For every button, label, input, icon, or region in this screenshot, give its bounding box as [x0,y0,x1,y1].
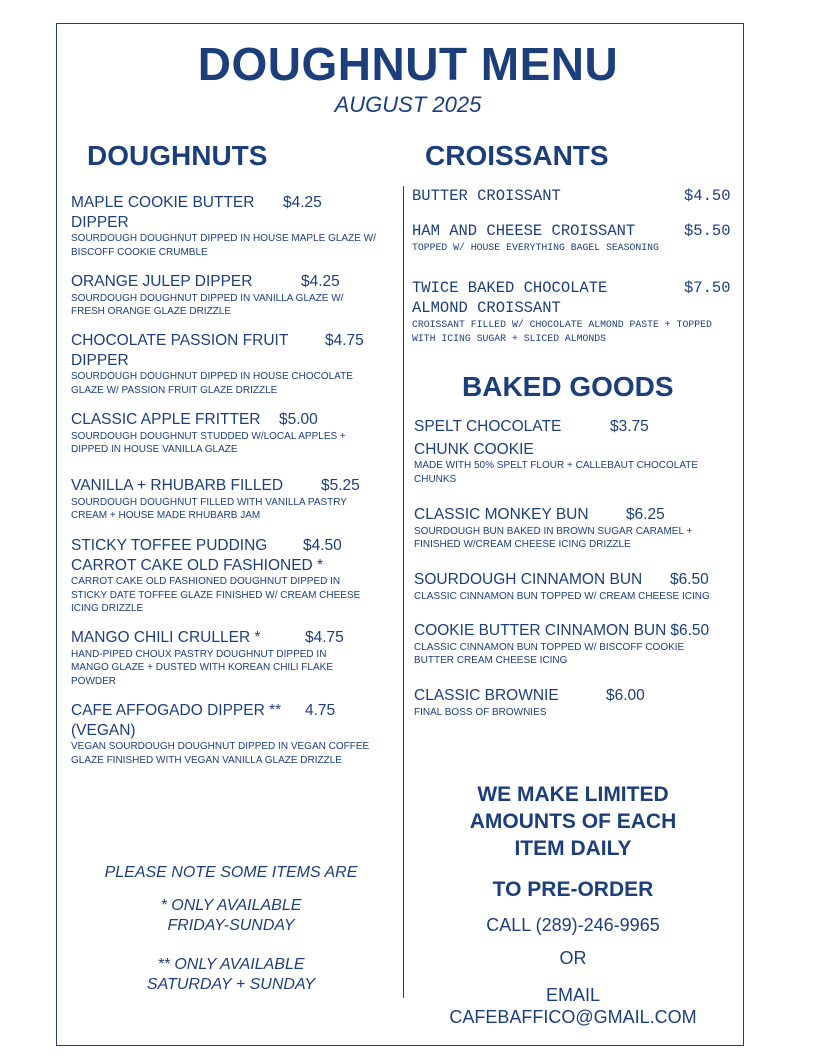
item-price: $3.75 [610,418,649,435]
menu-item [71,476,383,523]
item-name: SPELT CHOCOLATE [414,418,562,435]
item-price: $5.50 [684,222,731,240]
item-name-line2: ALMOND CROISSANT [412,299,561,317]
menu-item [414,570,734,603]
item-description: CROISSANT FILLED W/ CHOCOLATE ALMOND PASTE + TOPPED WITH ICING SUGAR + SLICED ALMONDS [412,319,712,344]
availability-note-single [71,896,391,936]
preorder-heading: TO PRE-ORDER [492,878,654,901]
menu-date: AUGUST 2025 [334,92,482,117]
notice-line: ITEM DAILY [514,837,632,860]
menu-item [71,701,383,767]
item-price: $6.00 [606,687,645,704]
note-line: SATURDAY + SUNDAY [146,976,316,993]
menu-item [71,410,383,457]
item-price: 4.75 [305,702,336,719]
menu-item [71,331,383,397]
item-name: CLASSIC MONKEY BUN [414,506,589,523]
croissants-heading: CROISSANTS [425,140,609,171]
email-label: EMAIL [545,985,601,1005]
item-description: SOURDOUGH DOUGHNUT STUDDED W/LOCAL APPLES + DIPPED IN HOUSE VANILLA GLAZE [71,430,346,455]
phone-number: CALL (289)-246-9965 [486,915,660,935]
item-description: MADE WITH 50% SPELT FLOUR + CALLEBAUT CHOCOLATE CHUNKS [414,460,699,485]
baked-goods-heading: BAKED GOODS [462,371,674,402]
item-description: HAND-PIPED CHOUX PASTRY DOUGHNUT DIPPED IN MANGO GLAZE + DUSTED WITH KOREAN CHILI FLAKE POWDER [71,648,333,687]
item-description: CARROT CAKE OLD FASHIONED DOUGHNUT DIPPED IN STICKY DATE TOFFEE GLAZE FINISHED W/ CREAM CHEESE ICING DRIZZLE [71,576,361,614]
item-price: $4.25 [301,273,340,290]
note-line: * ONLY AVAILABLE [160,897,302,914]
or-separator: OR [559,948,587,968]
item-name-line2: DIPPER [71,213,129,231]
menu-item [412,186,737,206]
notice-line: AMOUNTS OF EACH [469,810,677,833]
item-price: $5.25 [321,477,360,494]
item-name-line2: DIPPER [71,351,129,369]
notice-line: WE MAKE LIMITED [477,783,669,806]
item-description: FINAL BOSS OF BROWNIES [414,706,547,718]
item-price: $6.25 [626,506,665,523]
item-price: $4.50 [303,537,342,554]
email-address: CAFEBAFFICO@GMAIL.COM [449,1007,697,1027]
menu-item [414,417,734,486]
menu-item [412,221,737,255]
menu-item [71,272,383,319]
item-description: VEGAN SOURDOUGH DOUGHNUT DIPPED IN VEGAN COFFEE GLAZE FINISHED WITH VEGAN VANILLA GLAZE DRIZZLE [71,741,370,766]
doughnuts-heading: DOUGHNUTS [87,140,268,171]
menu-item [412,278,737,345]
note-line: ** ONLY AVAILABLE [157,956,305,973]
menu-item [414,686,734,719]
item-price: $5.00 [279,411,318,428]
item-name: HAM AND CHEESE CROISSANT [412,222,636,240]
item-name: BUTTER CROISSANT [412,187,561,205]
column-divider [403,186,404,998]
item-price: $4.50 [684,187,731,205]
item-price: $7.50 [684,279,731,297]
item-name: CLASSIC APPLE FRITTER [71,411,261,428]
item-name-line2: (VEGAN) [71,721,136,739]
item-name: MAPLE COOKIE BUTTER [71,194,255,211]
item-name-line2: CARROT CAKE OLD FASHIONED * [71,556,324,574]
item-name: MANGO CHILI CRULLER * [71,629,261,646]
item-description: SOURDOUGH DOUGHNUT DIPPED IN HOUSE MAPLE GLAZE W/ BISCOFF COOKIE CRUMBLE [71,233,376,258]
menu-item [414,505,734,552]
item-description: SOURDOUGH DOUGHNUT FILLED WITH VANILLA PASTRY CREAM + HOUSE MADE RHUBARB JAM [71,496,347,521]
item-description: SOURDOUGH DOUGHNUT DIPPED IN HOUSE CHOCOLATE GLAZE W/ PASSION FRUIT GLAZE DRIZZLE [71,371,353,396]
menu-item [71,193,383,259]
item-price: $4.75 [305,629,344,646]
item-price: $4.25 [283,194,322,211]
availability-note-double [71,955,391,995]
item-name: STICKY TOFFEE PUDDING [71,537,268,554]
menu-title: DOUGHNUT MENU [197,38,619,90]
item-description: CLASSIC CINNAMON BUN TOPPED W/ CREAM CHEESE ICING [414,590,710,602]
item-name: COOKIE BUTTER CINNAMON BUN [414,622,667,639]
limited-notice [413,781,733,862]
item-name: CHOCOLATE PASSION FRUIT [71,332,289,349]
item-name: SOURDOUGH CINNAMON BUN [414,571,643,588]
item-price: $6.50 [670,622,710,639]
menu-item [71,628,383,688]
item-description: SOURDOUGH BUN BAKED IN BROWN SUGAR CARAMEL + FINISHED W/CREAM CHEESE ICING DRIZZLE [414,525,693,550]
item-price: $4.75 [325,332,364,349]
item-name: CAFE AFFOGADO DIPPER ** [71,702,282,719]
item-description: CLASSIC CINNAMON BUN TOPPED W/ BISCOFF COOKIE BUTTER CREAM CHEESE ICING [414,641,685,666]
menu-item [414,621,739,668]
item-description: TOPPED W/ HOUSE EVERYTHING BAGEL SEASONING [412,242,659,253]
item-price: $6.50 [670,571,709,588]
item-description: SOURDOUGH DOUGHNUT DIPPED IN VANILLA GLAZE W/ FRESH ORANGE GLAZE DRIZZLE [71,292,344,317]
item-name: TWICE BAKED CHOCOLATE [412,279,608,297]
availability-note-intro: PLEASE NOTE SOME ITEMS ARE [104,864,358,881]
item-name: ORANGE JULEP DIPPER [71,273,253,290]
menu-item [71,536,383,616]
item-name: VANILLA + RHUBARB FILLED [71,477,284,494]
item-name-line2: CHUNK COOKIE [414,440,534,458]
note-line: FRIDAY-SUNDAY [167,917,295,934]
item-name: CLASSIC BROWNIE [414,687,559,704]
